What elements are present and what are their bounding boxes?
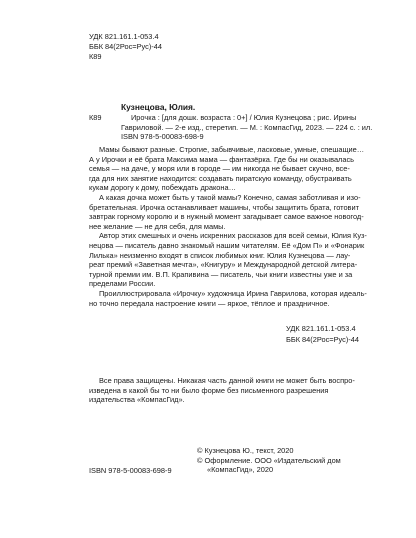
annotation-line: нее желание — не для себя, для мамы.	[89, 221, 226, 231]
rights-notice	[89, 376, 355, 405]
udk-code: УДК 821.161.1-053.4	[89, 32, 159, 41]
biblio-line: Гавриловой. — 2-е изд., стеретип. — М. : КомпасГид, 2023. — 224 с. : ил.	[121, 122, 373, 132]
entry-code: К89	[89, 113, 102, 122]
copyright-line: © Кузнецова Ю., текст, 2020	[197, 446, 294, 455]
rights-line: изведена в какой бы то ни было форме без письменного разрешения	[89, 385, 329, 395]
annotation-line: пределами России.	[89, 279, 156, 289]
annotation	[89, 145, 389, 308]
annotation-line: нецова — писатель давно знакомый нашим читателям. Её «Дом П» и «Фонарик	[89, 240, 365, 250]
annotation-line: А у Ирочки и её брата Максима мама — фантазёрка. Где бы ни оказывалась	[89, 154, 355, 164]
annotation-line: А какая дочка может быть у такой мамы? Конечно, самая заботливая и изо-	[99, 192, 361, 202]
annotation-line: кукам дорогу к дому, побеждать дракона…	[89, 183, 236, 193]
annotation-line: турной премии им. В.П. Крапивина — писатель, чьи книги известны уже и за	[89, 269, 353, 279]
isbn: ISBN 978-5-00083-698-9	[89, 466, 172, 475]
copyright-block	[197, 446, 341, 475]
annotation-line: Проиллюстрировала «Ирочку» художница Ирина Гаврилова, которая идеаль-	[99, 288, 367, 298]
author-mark: К89	[89, 52, 102, 61]
annotation-line: гда для них занятие находится: создавать пиратскую команду, обустраивать	[89, 173, 352, 183]
annotation-paragraph	[89, 289, 389, 308]
copyright-line: © Оформление. ООО «Издательский дом	[197, 455, 341, 465]
annotation-line: но точно передала настроение книги — яркое, тёплое и праздничное.	[89, 298, 330, 308]
annotation-paragraph	[89, 145, 389, 193]
annotation-line: Лилька» неизменно входят в список любимых книг. Юлия Кузнецова — лау-	[89, 250, 351, 260]
annotation-line: Автор этих смешных и очень искренних рассказов для всей семьи, Юлия Куз-	[99, 231, 367, 241]
annotation-paragraph	[89, 193, 389, 231]
annotation-line: Мамы бывают разные. Строгие, забывчивые, ласковые, умные, спешащие…	[99, 145, 365, 154]
udk-code-footer: УДК 821.161.1-053.4	[286, 324, 356, 333]
isbn-line: ISBN 978-5-00083-698-9	[121, 132, 204, 142]
rights-line: Все права защищены. Никакая часть данной книги не может быть воспро-	[99, 376, 355, 385]
biblio-line: Ирочка : [для дошк. возраста : 0+] / Юлия Кузнецова ; рис. Ирины	[131, 113, 357, 122]
annotation-line: бретательная. Ирочка останавливает машины, чтобы защитить брата, готовит	[89, 202, 359, 212]
annotation-paragraph	[89, 231, 389, 289]
annotation-line: семья — на даче, у моря или в городе — им никогда не бывает скучно, все-	[89, 164, 350, 174]
annotation-line: реат премий «Заветная мечта», «Книгуру» и Международной детской литера-	[89, 260, 358, 270]
annotation-line: завтрак горному королю и в нужный момент загадывает самое важное новогод-	[89, 212, 364, 222]
author-heading: Кузнецова, Юлия.	[121, 102, 196, 112]
rights-line: издательства «КомпасГид».	[89, 395, 185, 405]
bbk-code-footer: ББК 84(2Рос=Рус)-44	[286, 335, 359, 344]
biblio-description	[121, 113, 372, 142]
bbk-code: ББК 84(2Рос=Рус)-44	[89, 42, 162, 51]
copyright-line: «КомпасГид», 2020	[207, 465, 274, 475]
